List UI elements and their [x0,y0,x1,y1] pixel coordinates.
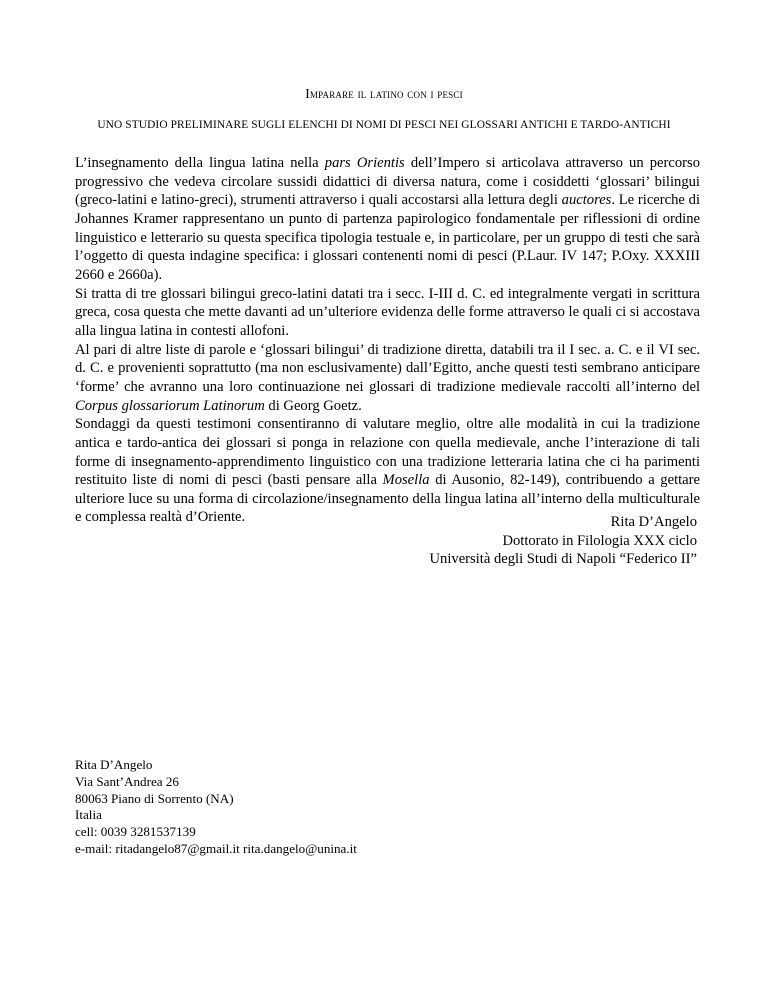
signature-university: Università degli Studi di Napoli “Federico II” [429,551,697,568]
address-block [75,757,357,858]
abstract-body [75,154,700,527]
paragraph-1-text-e: . Le ricerche di Johannes Kramer rappresentano un punto di partenza papirologico fondamentale per riflessioni di ordine linguistico e letterario su questa specifica tipologia testuale e, in particolare, per un gruppo di testi che sarà l’oggetto di questa indagine specifica: i glossari contenenti nomi di pesci (P.Laur. IV 147; P.Oxy. XXXIII 2660 e 2660a). [75,192,700,283]
paragraph-1 [75,154,700,285]
document-subtitle: UNO STUDIO PRELIMINARE SUGLI ELENCHI DI NOMI DI PESCI NEI GLOSSARI ANTICHI E TARDO-ANTICHI [97,119,671,131]
address-name: Rita D’Angelo [75,757,153,772]
paragraph-3-text-a: Al pari di altre liste di parole e ‘glossari bilingui’ di tradizione diretta, databili tra il I sec. a. C. e il VI sec. d. C. e provenienti soprattutto (ma non esclusivamente) dall’Egitto, anche questi testi sembrano anticipare ‘forme’ che avranno una loro continuazione nei glossari di tradizione medievale raccolti all’interno del [75,341,700,395]
paragraph-3 [75,341,700,416]
paragraph-1-italic-pars-orientis: pars Orientis [324,155,405,171]
paragraph-2: Si tratta di tre glossari bilingui greco-latini datati tra i secc. I-III d. C. ed integralmente vergati in scrittura greca, cosa questa che mette davanti ad un’ulteriore evidenza delle forme attraverso le quali ci si accostava alla lingua latina in contesti allofoni. [75,285,700,339]
signature-program: Dottorato in Filologia XXX ciclo [502,532,697,549]
paragraph-4 [75,415,700,527]
address-cell: cell: 0039 3281537139 [75,824,196,840]
paragraph-3-italic-corpus: Corpus glossariorum Latinorum [75,397,265,414]
paragraph-4-text-c: di Ausonio, 82-149), contribuendo a gettare ulteriore luce su una forma di circolazione/insegnamento della lingua latina all’interno della multiculturale e complessa realtà d’Oriente. [75,472,700,526]
paragraph-4-text-a: Sondaggi da questi testimoni consentiranno di valutare meglio, oltre alle modalità in cui la tradizione antica e tardo-antica dei glossari si ponga in relazione con quella medievale, anche l’interazione di tali forme di insegnamento-apprendimento linguistico con una tradizione letteraria latina che ci ha parimenti restituito liste di nomi di pesci (basti pensare alla [75,416,700,489]
paragraph-1-italic-auctores: auctores [561,192,612,209]
paragraph-1-text-a: L’insegnamento della lingua latina nella [75,155,325,171]
signature-name: Rita D’Angelo [610,514,697,530]
paragraph-3-text-c: di Georg Goetz. [264,397,362,414]
address-email: e-mail: ritadangelo87@gmail.it rita.dangelo@unina.it [75,840,357,856]
document-title: Imparare il latino con i pesci [305,86,463,101]
address-country: Italia [75,807,102,823]
address-city: 80063 Piano di Sorrento (NA) [75,790,234,806]
signature-block [430,513,697,569]
paragraph-1-text-c: dell’Impero si articolava attraverso un percorso progressivo che vedeva circolare sussidi didattici di diversa natura, come i cosiddetti ‘glossari’ bilingui (greco-latini e latino-greci), strumenti attraverso i quali accostarsi alla lettura degli [75,155,700,209]
address-street: Via Sant’Andrea 26 [75,773,179,789]
paragraph-4-italic-mosella: Mosella [382,472,430,489]
